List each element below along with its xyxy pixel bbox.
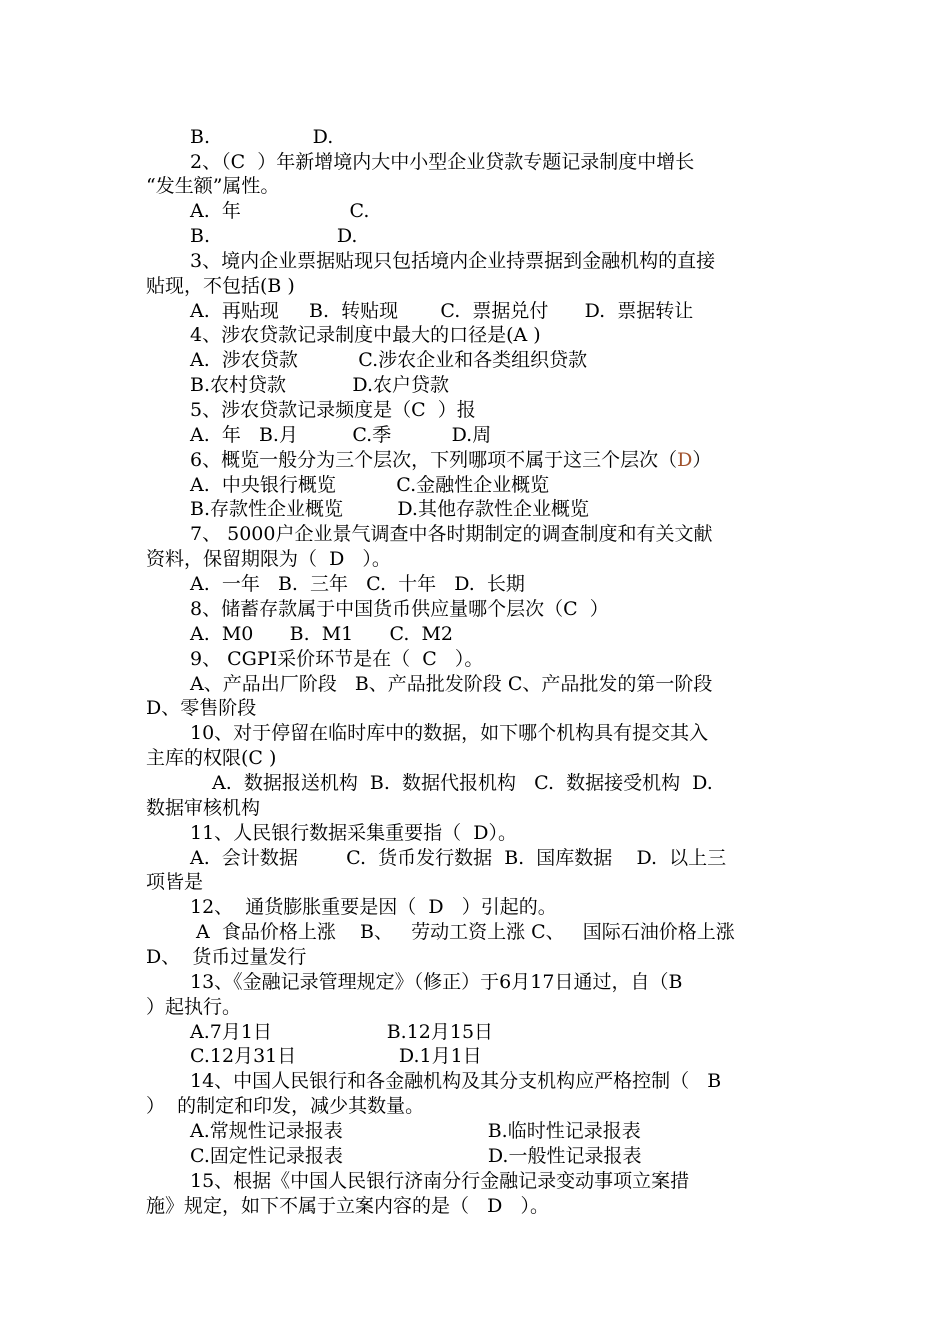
text-line: A. 年 B.月 C.季 D.周: [190, 424, 492, 446]
text-line: 资料，保留期限为（ D ）。: [146, 548, 391, 570]
text-line: “发生额”属性。: [146, 175, 280, 197]
text-line: D、零售阶段: [146, 697, 257, 719]
question-3: 3、境内企业票据贴现只包括境内企业持票据到金融机构的直接: [190, 250, 716, 272]
text-line: 施》规定，如下不属于立案内容的是（ D ）。: [146, 1195, 549, 1217]
question-9: 9、 CGPI采价环节是在（ C ）。: [190, 648, 484, 670]
text-line: A. 涉农贷款 C.涉农企业和各类组织贷款: [190, 349, 588, 371]
text-line: A. 年 C.: [190, 200, 370, 222]
question-7: 7、 5000户企业景气调查中各时期制定的调查制度和有关文献: [190, 523, 713, 545]
question-8: 8、储蓄存款属于中国货币供应量哪个层次（C ）: [190, 598, 609, 620]
question-4: 4、涉农贷款记录制度中最大的口径是(A ): [190, 324, 541, 346]
text-line: C.12月31日 D.1月1日: [190, 1045, 482, 1067]
text-line: 数据审核机构: [146, 797, 261, 819]
question-6: [190, 448, 711, 472]
question-6-answer: D: [677, 449, 693, 471]
text-line: A. 再贴现 B. 转贴现 C. 票据兑付 D. 票据转让: [190, 300, 694, 322]
text-line: ）起执行。: [146, 996, 242, 1018]
text-line: A. 中央银行概览 C.金融性企业概览: [190, 474, 550, 496]
question-13: 13、《金融记录管理规定》（修正）于6月17日通过，自（B: [190, 971, 683, 993]
text-line: 贴现，不包括(B ): [146, 275, 295, 297]
question-2: 2、（C ）年新增境内大中小型企业贷款专题记录制度中增长: [190, 151, 695, 173]
text-line: ） 的制定和印发，减少其数量。: [146, 1095, 425, 1117]
text-line: A. 会计数据 C. 货币发行数据 B. 国库数据 D. 以上三: [190, 847, 727, 869]
text-line: A、产品出厂阶段 B、产品批发阶段 C、产品批发的第一阶段: [190, 673, 713, 695]
question-10: 10、对于停留在临时库中的数据，如下哪个机构具有提交其入: [190, 722, 709, 744]
question-12: 12、 通货膨胀重要是因（ D ）引起的。: [190, 896, 557, 918]
text-line: B.农村贷款 D.农户贷款: [190, 374, 450, 396]
question-14: 14、中国人民银行和各金融机构及其分支机构应严格控制（ B: [190, 1070, 722, 1092]
question-15: 15、根据《中国人民银行济南分行金融记录变动事项立案措: [190, 1170, 690, 1192]
text-line: D、 货币过量发行: [146, 946, 307, 968]
text-line: C.固定性记录报表 D.一般性记录报表: [190, 1145, 642, 1167]
text-line: A.7月1日 B.12月15日: [190, 1021, 494, 1043]
text-line: A 食品价格上涨 B、 劳动工资上涨 C、 国际石油价格上涨: [190, 921, 735, 943]
question-11: 11、人民银行数据采集重要指（ D）。: [190, 822, 517, 844]
text-line: A.常规性记录报表 B.临时性记录报表: [190, 1120, 641, 1142]
text-line: B. D.: [190, 225, 358, 247]
question-5: 5、涉农贷款记录频度是（C ）报: [190, 399, 476, 421]
question-6-close: ）: [692, 449, 712, 471]
text-line: A. 一年 B. 三年 C. 十年 D. 长期: [190, 573, 525, 595]
text-line: 主库的权限(C ): [146, 747, 277, 769]
text-line: B. D.: [190, 126, 334, 148]
text-line: 项皆是: [146, 871, 204, 893]
question-6-text: 6、概览一般分为三个层次，下列哪项不属于这三个层次（: [190, 449, 678, 471]
text-line: A. 数据报送机构 B. 数据代报机构 C. 数据接受机构 D.: [212, 772, 713, 794]
text-line: B.存款性企业概览 D.其他存款性企业概览: [190, 498, 589, 520]
text-line: A. M0 B. M1 C. M2: [190, 623, 454, 645]
